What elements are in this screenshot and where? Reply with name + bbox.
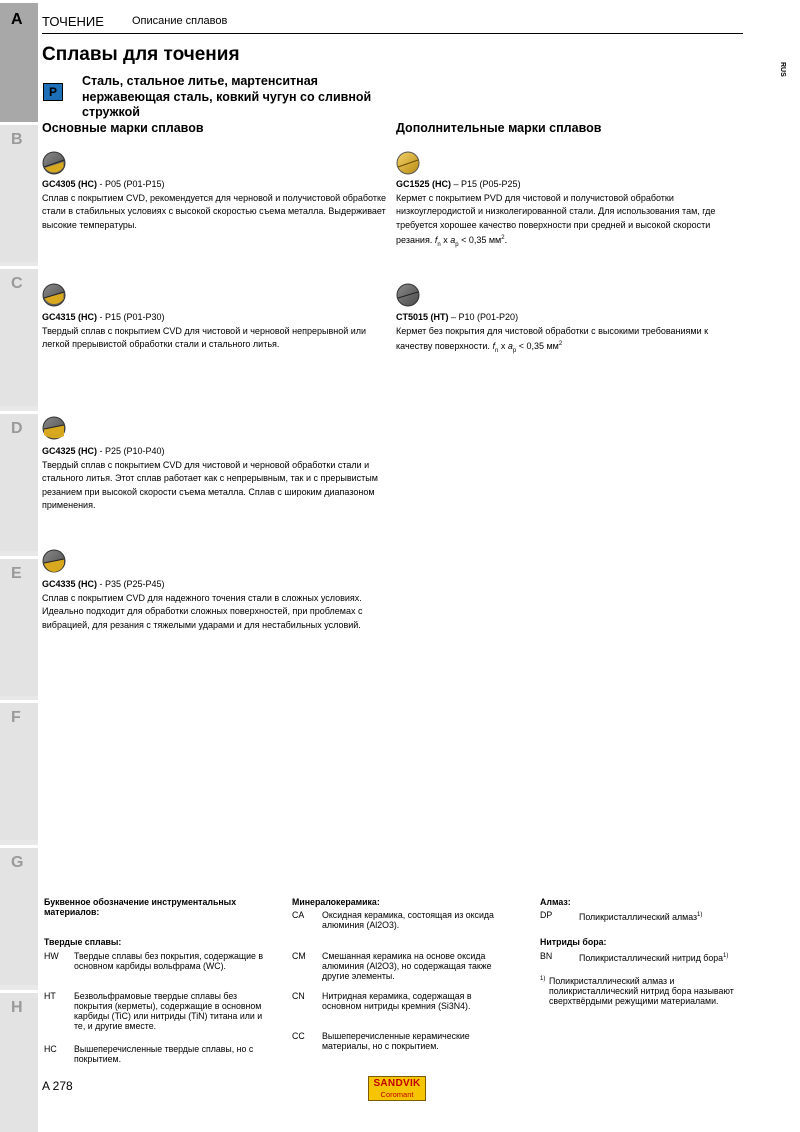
feed-symbol: f: [492, 341, 495, 351]
grade-separator: -: [97, 446, 106, 456]
depth-subscript: p: [455, 241, 459, 248]
legend-code: DP: [540, 910, 553, 920]
legend-text: Твердые сплавы без покрытия, содержащие в основном карбиды вольфрама (WC).: [74, 951, 264, 971]
feed-subscript: n: [437, 241, 441, 248]
legend-code: HT: [44, 991, 56, 1001]
tab-b-label: B: [11, 131, 23, 148]
language-label: RUS: [779, 62, 786, 77]
tab-d-label: D: [11, 420, 23, 437]
uncoated-cermet-icon: [396, 283, 420, 307]
legend-text-value: Поликристаллический нитрид бора: [579, 952, 724, 963]
tab-h-label: H: [11, 999, 23, 1016]
depth-symbol: a: [450, 235, 456, 245]
hard-alloys-heading: Твердые сплавы:: [44, 937, 122, 947]
legend-text: Безвольфрамовые твердые сплавы без покрытия (керметы), содержащие в основном карбиды (TiC) или нитриды (TiN) титана или и те, и другие вместе.: [74, 991, 263, 1031]
tab-b[interactable]: [0, 122, 38, 262]
depth-subscript: p: [512, 347, 517, 354]
grade-name: GC4315 (HC): [42, 312, 98, 322]
tab-c-label: C: [11, 275, 23, 292]
grade-description-text: Кермет без покрытия для чистовой обработки с высокими требованиями к качеству поверхности.: [396, 325, 709, 351]
feed-times: x: [440, 235, 451, 245]
legend-title: Буквенное обозначение инструментальных материалов:: [44, 897, 237, 917]
material-group-badge: P: [43, 83, 63, 101]
grade-ct5015: [396, 311, 746, 358]
footnote-mark: 1): [723, 953, 729, 959]
tab-a-label: A: [11, 11, 23, 28]
legend-code: CM: [292, 951, 306, 961]
grade-description: Твердый сплав с покрытием CVD для чистовой и черновой обработки стали и стального литья. Этот сплав работает как с непрерывным, так и с прерывистым резанием при высокой скорости съема металла. Сплав с широким диапазоном применения.: [42, 459, 378, 510]
grade-gc4305: [42, 178, 392, 232]
grade-description: [396, 192, 746, 253]
tab-c[interactable]: [0, 266, 38, 406]
coated-insert-icon: [42, 416, 66, 440]
legend-superhard: [540, 897, 755, 1006]
grade-gc4335: [42, 578, 392, 632]
grade-name: GC1525 (HC): [396, 179, 452, 189]
logo-line-2: Coromant: [380, 1090, 414, 1099]
material-group-description: Сталь, стальное литье, мартенситная нержавеющая сталь, ковкий чугун со сливной стружкой: [82, 74, 372, 119]
page-number: A 278: [42, 1079, 73, 1093]
grade-description: Твердый сплав с покрытием CVD для чистовой и черновой непрерывной или легкой прерывистой обработки стали и стального литья.: [42, 325, 367, 349]
legend-text-value: Поликристаллический алмаз: [579, 911, 698, 922]
legend-code: BN: [540, 951, 553, 961]
coated-insert-icon: [42, 151, 66, 175]
footnote-mark: 1): [540, 976, 546, 982]
tab-a[interactable]: [0, 0, 38, 140]
boron-heading: Нитриды бора:: [540, 937, 607, 947]
legend-code: CN: [292, 991, 305, 1001]
grade-gc1525: [396, 178, 746, 252]
grade-separator: –: [451, 179, 462, 189]
legend-text: Смешанная керамика на основе оксида алюминия (Al2O3), но содержащая также другие элементы.: [322, 951, 492, 981]
grade-range: P05 (P01-P15): [105, 179, 165, 189]
tab-e[interactable]: [0, 556, 38, 696]
feed-unit-exponent: 2: [501, 235, 505, 241]
legend-code: HC: [44, 1044, 57, 1054]
legend-code: HW: [44, 951, 59, 961]
feed-unit-exponent: 2: [558, 341, 563, 347]
tab-f[interactable]: [0, 700, 38, 840]
legend-text: [579, 910, 754, 922]
feed-symbol: f: [434, 235, 438, 245]
grade-description-text: Кермет с покрытием PVD для чистовой и получистовой обработки низкоуглеродистой и низколегированной стали. Для использования там, где требуется хорошее качество поверхности при средней и высокой скорости резания.: [396, 192, 716, 245]
grade-range: P15 (P05-P25): [461, 179, 521, 189]
main-grades-heading: Основные марки сплавов: [42, 121, 204, 135]
tab-g[interactable]: [0, 845, 38, 985]
page-title: Сплавы для точения: [42, 44, 240, 65]
grade-name: CT5015 (HT): [396, 312, 449, 322]
grade-description: [396, 325, 746, 359]
grade-description: Сплав с покрытием CVD для надежного точения стали в сложных условиях. Идеально подходит для обработки сложных поверхностей, при проблемах с вибрацией, для резания с тяжелыми ударами и для нестабильных условий.: [42, 592, 363, 630]
coated-insert-icon: [42, 549, 66, 573]
grade-separator: -: [97, 179, 106, 189]
grade-range: P10 (P01-P20): [458, 312, 519, 322]
pvd-cermet-icon: [396, 151, 420, 175]
section-title: ТОЧЕНИЕ: [42, 14, 104, 29]
footnote-mark: 1): [697, 912, 703, 918]
tab-h[interactable]: [0, 990, 38, 1132]
legend-text: Вышеперечисленные твердые сплавы, но с покрытием.: [74, 1044, 254, 1064]
ceramics-heading: Минералокерамика:: [292, 897, 380, 907]
grade-range: P25 (P10-P40): [105, 446, 165, 456]
tab-f-label: F: [11, 709, 21, 726]
legend-hard-alloys: [44, 897, 274, 1064]
legend-text: [579, 951, 754, 963]
legend-text: Оксидная керамика, состоящая из оксида алюминия (Al2O3).: [322, 910, 494, 930]
sandvik-coromant-logo: [368, 1076, 426, 1101]
feed-times: x: [498, 341, 508, 351]
grade-name: GC4325 (HC): [42, 446, 98, 456]
legend-text: Вышеперечисленные керамические материалы, но с покрытием.: [322, 1031, 470, 1051]
feed-limit: < 0,35 мм: [458, 235, 502, 245]
depth-symbol: a: [507, 341, 513, 351]
grade-range: P15 (P01-P30): [105, 312, 165, 322]
feed-subscript: n: [494, 347, 499, 354]
subsection-title: Описание сплавов: [132, 15, 228, 27]
grade-separator: -: [97, 312, 106, 322]
grade-separator: –: [448, 312, 459, 322]
grade-range: P35 (P25-P45): [105, 579, 165, 589]
legend-text: Нитридная керамика, содержащая в основном нитриды кремния (Si3N4).: [322, 991, 472, 1011]
grade-gc4315: [42, 311, 392, 352]
grade-gc4325: [42, 445, 392, 513]
section-sidebar: [0, 0, 38, 1132]
tab-d[interactable]: [0, 411, 38, 551]
additional-grades-heading: Дополнительные марки сплавов: [396, 121, 602, 135]
grade-separator: -: [97, 579, 106, 589]
feed-end: .: [504, 235, 508, 245]
logo-line-1: SANDVIK: [373, 1078, 421, 1089]
grade-name: GC4305 (HC): [42, 179, 98, 189]
legend-code: CA: [292, 910, 305, 920]
grade-name: GC4335 (HC): [42, 579, 98, 589]
footnote-text: Поликристаллический алмаз и поликристаллический нитрид бора называют сверхтвёрдыми режущими материалами.: [549, 976, 734, 1006]
grade-description: Сплав с покрытием CVD, рекомендуется для черновой и получистовой обработке стали в стабильных условиях с высокой скоростью съема металла. Выдерживает высокие температуры.: [42, 192, 386, 230]
tab-g-label: G: [11, 854, 24, 871]
feed-limit: < 0,35 мм: [516, 341, 559, 351]
header-rule: [42, 33, 743, 34]
tab-e-label: E: [11, 565, 22, 582]
legend-ceramics: [292, 897, 507, 1051]
diamond-heading: Алмаз:: [540, 897, 571, 907]
legend-code: CC: [292, 1031, 305, 1041]
coated-insert-icon: [42, 283, 66, 307]
